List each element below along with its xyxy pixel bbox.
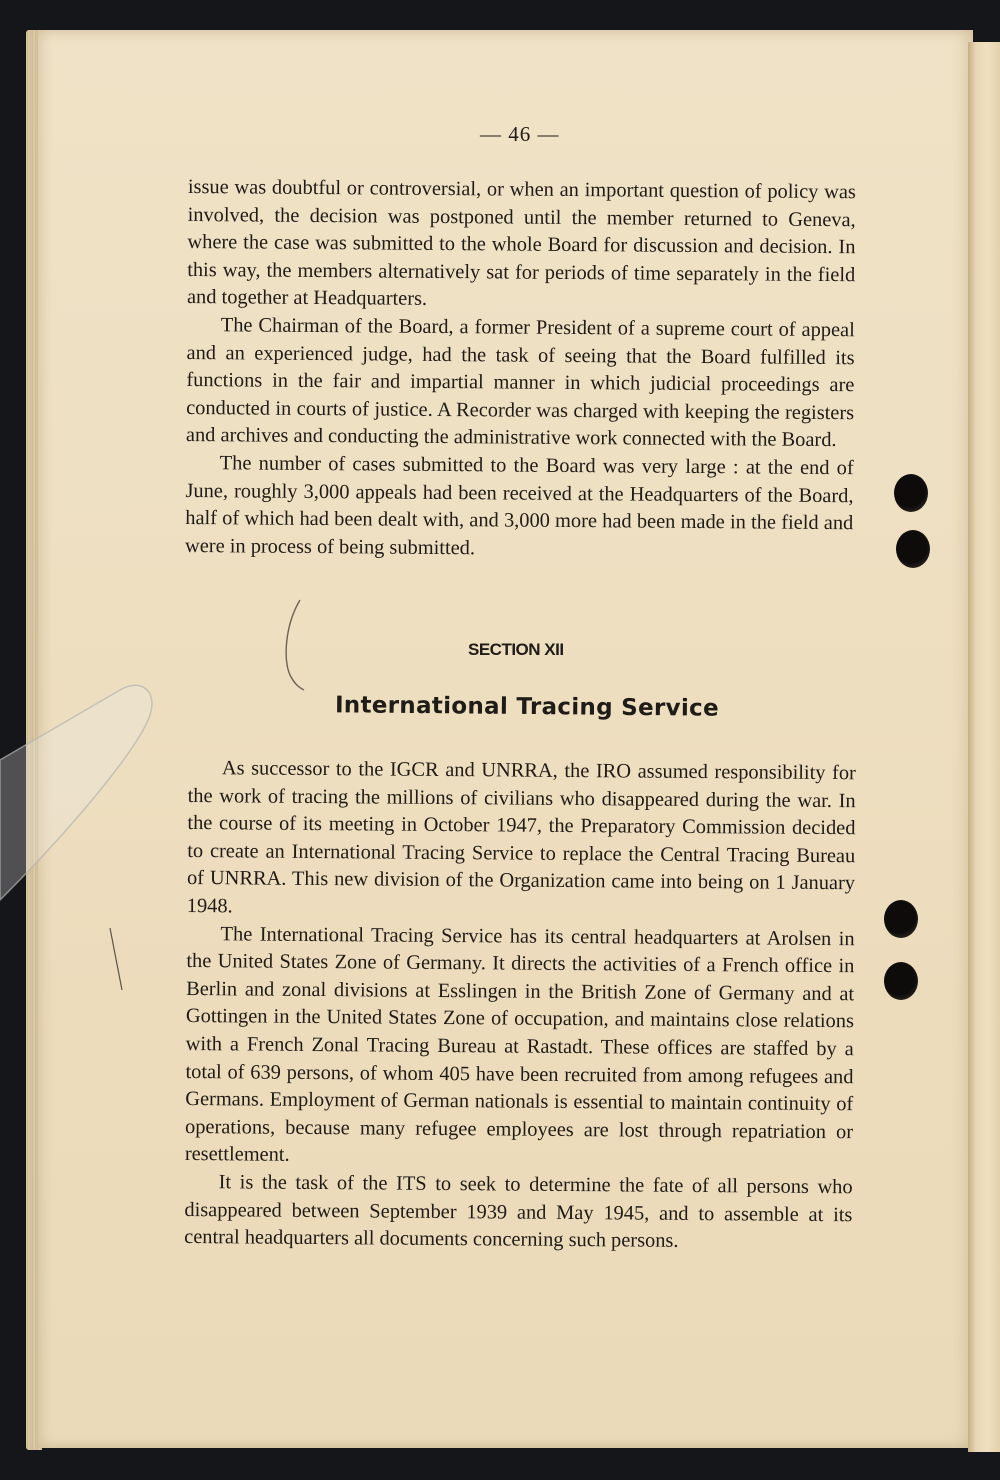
paragraph: It is the task of the ITS to seek to determine the fate of all persons who disappeared between September 1939 and May 1945, and to assemble at its central headquarters all documents concerning such persons. bbox=[184, 1171, 853, 1252]
plastic-clip bbox=[0, 685, 152, 900]
section-label: SECTION XII bbox=[468, 640, 564, 659]
paragraph: The Chairman of the Board, a former President of a supreme court of appeal and an experienced judge, had the task of seeing that the Board fulfilled its functions in the fair and impartial manner in which judicial proceedings are conducted in courts of justice. A Recorder was charged with keeping the registers and archives and conducting the administrative work connected with the Board. bbox=[185, 314, 855, 452]
pencil-bracket bbox=[286, 600, 304, 690]
paragraph: As successor to the IGCR and UNRRA, the IRO assumed responsibility for the work of tracing the millions of civilians who disappeared during the war. In the course of its meeting in October 1947, the Preparatory Commission decided to create an International Tracing Service to replace the Central Tracing Bureau of UNRRA. This new division of the Organization came into being on 1 January 1948. bbox=[186, 757, 856, 918]
paragraph: issue was doubtful or controversial, or when an important question of policy was involved, the decision was postponed until the member returned to Geneva, where the case was submitted to the whole Board for discussion and decision. In this way, the members alternatively sat for periods of time separately in the field and together at Headquarters. bbox=[186, 175, 856, 311]
pencil-stroke bbox=[110, 928, 122, 990]
section-title: International Tracing Service bbox=[334, 692, 720, 722]
page-number: — 46 — bbox=[480, 122, 560, 146]
paragraph: The International Tracing Service has its central headquarters at Arolsen in the United States Zone of Germany. It directs the activities of a French office in Berlin and zonal divisions at Esslingen in the British Zone of Germany and at Gottingen in the United States Zone of occupation, and maintains close relations with a French Zonal Tracing Bureau at Rastadt. These offices are staffed by a total of 639 persons, of whom 405 have been recruited from among refugees and Germans. Employment of German nationals is essential to maintain continuity of operations, because many refugee employees are lost through repatriation or resettlement. bbox=[184, 922, 855, 1167]
paragraph: The number of cases submitted to the Board was very large : at the end of June, roughly 3,000 appeals had been received at the Headquarters of the Board, half of which had been dealt with, and 3,000 more had been made in the field and were in process of being submitted. bbox=[184, 452, 854, 559]
